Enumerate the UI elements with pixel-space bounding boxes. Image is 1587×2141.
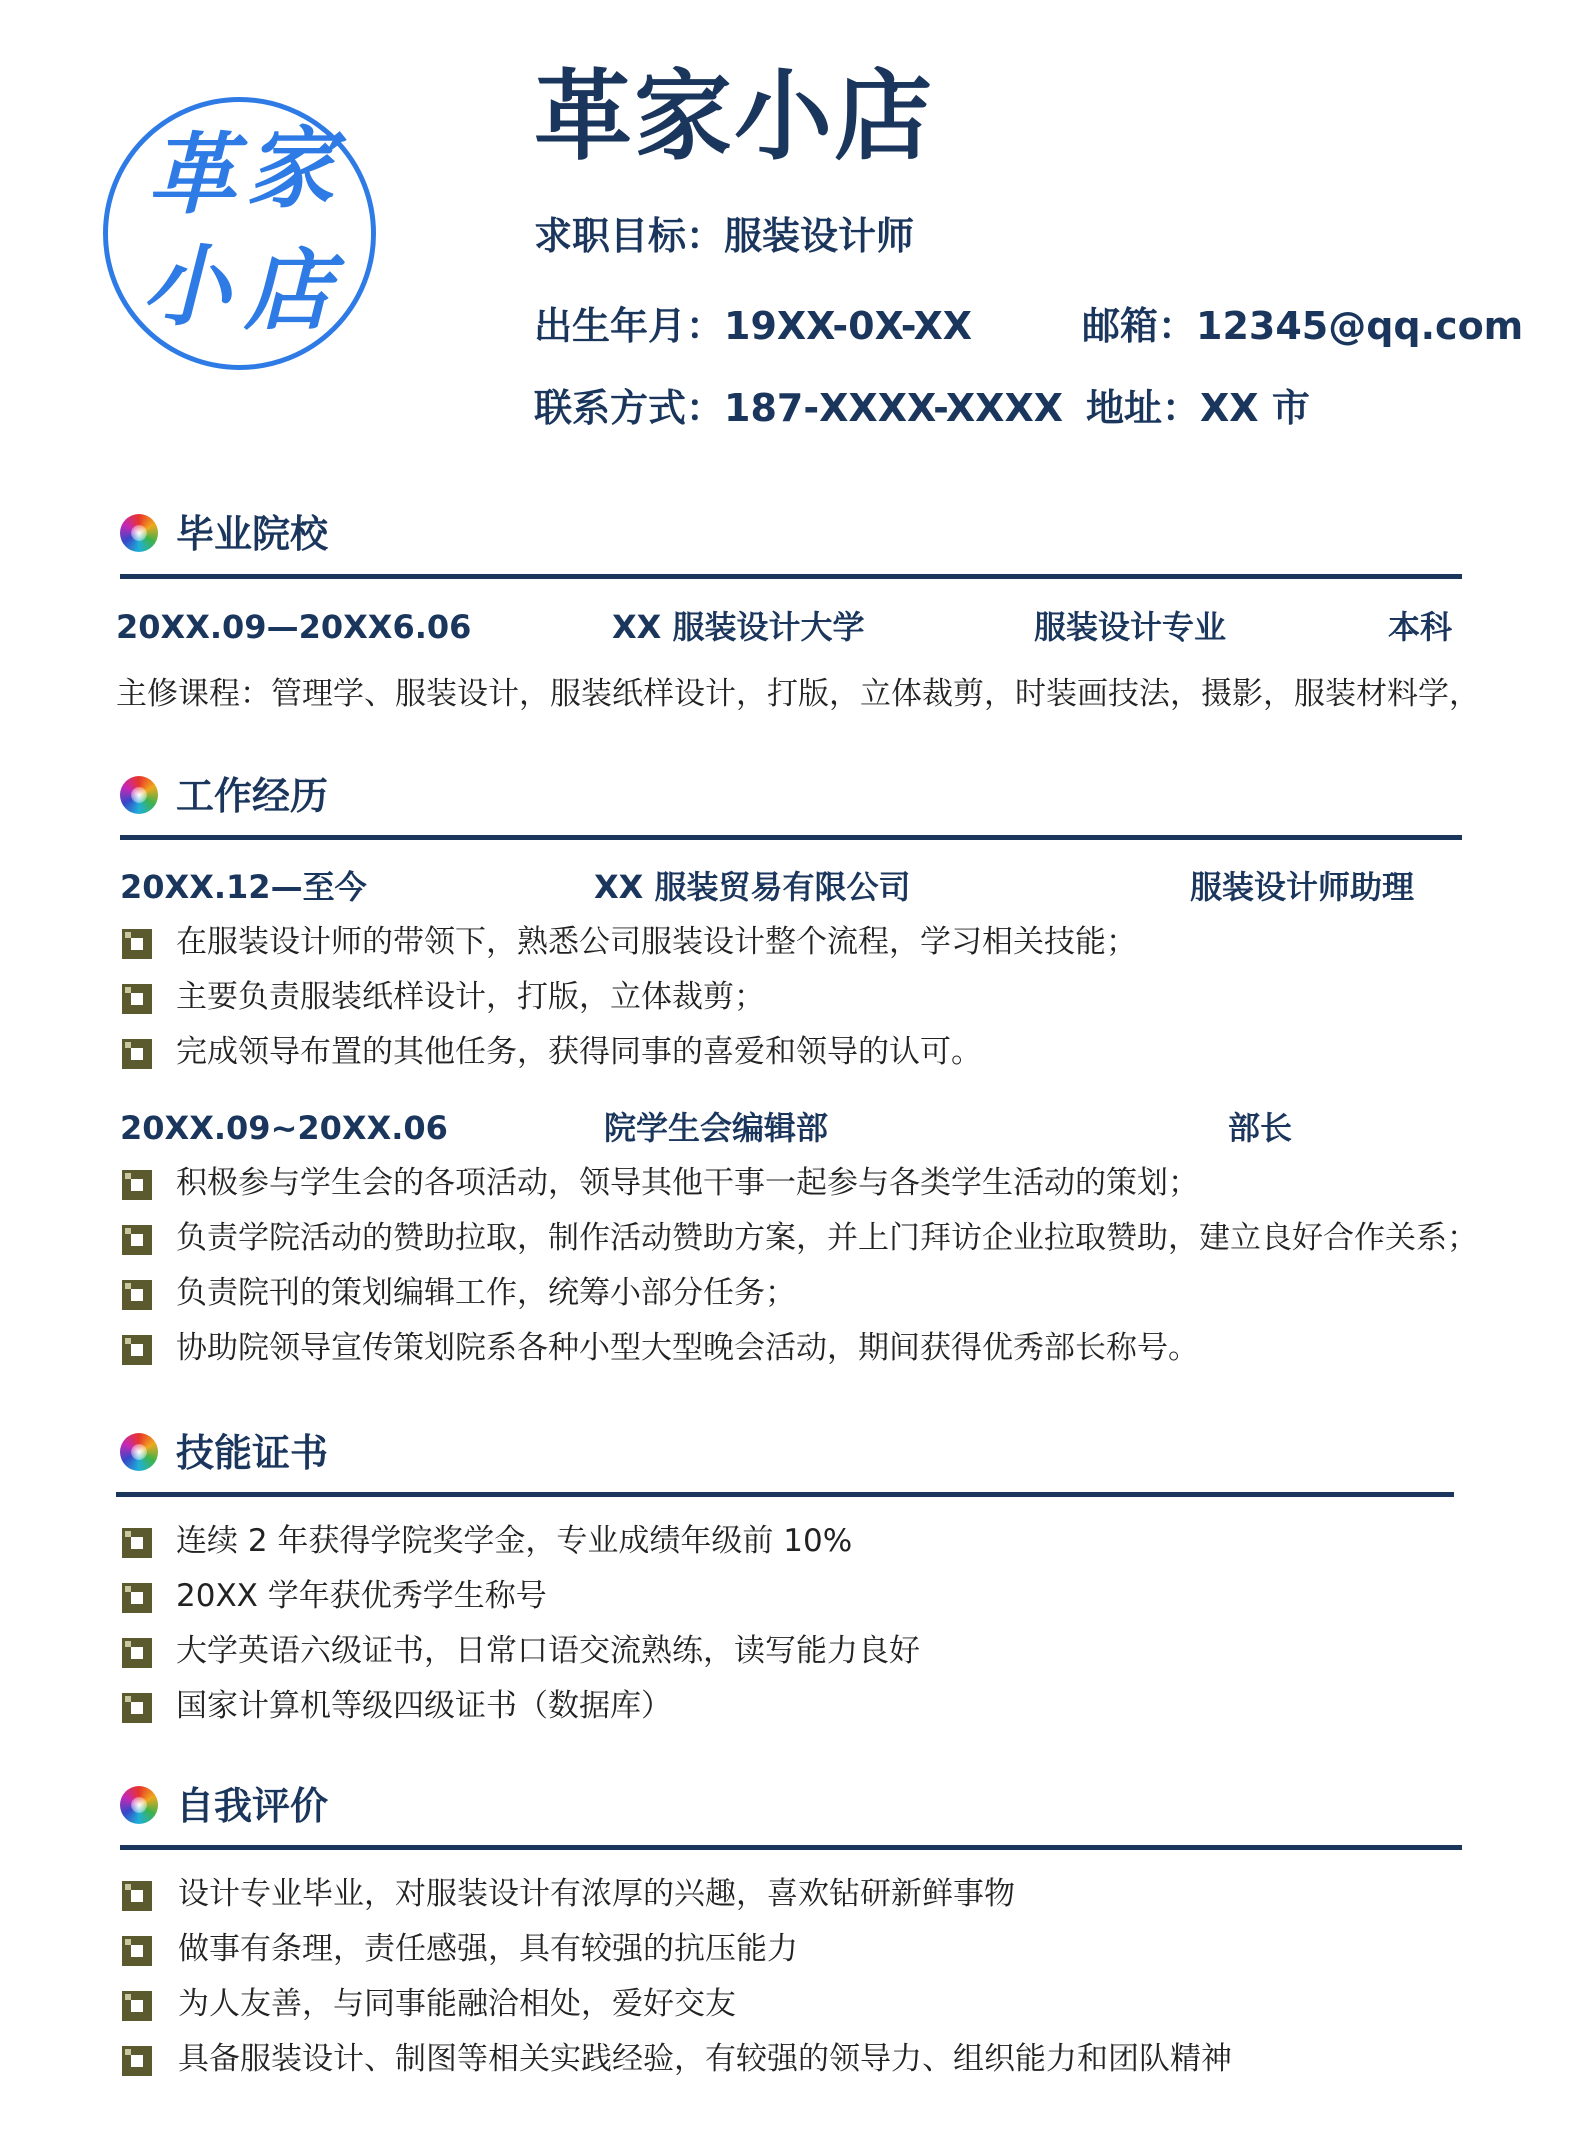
logo-char: 革 — [148, 122, 237, 226]
list-item: 做事有条理，责任感强，具有较强的抗压能力 — [178, 1931, 798, 1967]
section-divider — [120, 574, 1462, 579]
job-objective: 求职目标：服装设计师 — [534, 214, 915, 258]
list-bullet-icon — [122, 1335, 152, 1365]
education-school: XX 服装设计大学 — [612, 608, 865, 646]
list-bullet-icon — [122, 1528, 152, 1558]
section-bullet-icon — [120, 1786, 158, 1824]
logo-char: 家 — [246, 116, 335, 220]
section-title-self: 自我评价 — [176, 1784, 329, 1828]
list-bullet-icon — [122, 1991, 152, 2021]
list-item: 具备服装设计、制图等相关实践经验，有较强的领导力、组织能力和团队精神 — [178, 2041, 1232, 2077]
education-period: 20XX.09—20XX6.06 — [116, 608, 472, 646]
list-bullet-icon — [122, 1693, 152, 1723]
list-bullet-icon — [122, 1039, 152, 1069]
logo-seal — [103, 97, 376, 370]
list-item: 连续 2 年获得学院奖学金，专业成绩年级前 10% — [176, 1523, 853, 1559]
list-bullet-icon — [122, 1638, 152, 1668]
education-major: 服装设计专业 — [1034, 608, 1227, 646]
job-role: 部长 — [1228, 1109, 1293, 1147]
list-item: 为人友善，与同事能融洽相处，爱好交友 — [178, 1986, 736, 2022]
education-degree: 本科 — [1388, 608, 1453, 646]
list-bullet-icon — [122, 1881, 152, 1911]
list-bullet-icon — [122, 929, 152, 959]
resume-name: 革家小店 — [534, 60, 935, 174]
section-title-work: 工作经历 — [176, 774, 329, 818]
list-bullet-icon — [122, 2046, 152, 2076]
list-bullet-icon — [122, 1936, 152, 1966]
job-org: XX 服装贸易有限公司 — [594, 868, 911, 906]
list-item: 设计专业毕业，对服装设计有浓厚的兴趣，喜欢钻研新鲜事物 — [178, 1876, 1015, 1912]
logo-char: 小 — [142, 234, 231, 338]
list-bullet-icon — [122, 1583, 152, 1613]
job-period: 20XX.12—至今 — [120, 868, 367, 906]
list-item: 完成领导布置的其他任务，获得同事的喜爱和领导的认可。 — [176, 1034, 982, 1070]
section-divider — [116, 1492, 1454, 1497]
list-item: 负责院刊的策划编辑工作，统筹小部分任务； — [176, 1275, 796, 1311]
email: 邮箱：12345@qq.com — [1082, 304, 1524, 348]
job-period: 20XX.09~20XX.06 — [120, 1109, 448, 1147]
list-bullet-icon — [122, 1280, 152, 1310]
list-item: 20XX 学年获优秀学生称号 — [176, 1578, 547, 1614]
section-bullet-icon — [120, 514, 158, 552]
section-title-skills: 技能证书 — [176, 1431, 329, 1475]
list-item: 主要负责服装纸样设计，打版，立体裁剪； — [176, 979, 765, 1015]
section-bullet-icon — [120, 1433, 158, 1471]
list-item: 负责学院活动的赞助拉取，制作活动赞助方案，并上门拜访企业拉取赞助，建立良好合作关系； — [176, 1220, 1478, 1256]
list-bullet-icon — [122, 1170, 152, 1200]
list-item: 积极参与学生会的各项活动，领导其他干事一起参与各类学生活动的策划； — [176, 1165, 1199, 1201]
section-bullet-icon — [120, 776, 158, 814]
education-courses: 主修课程：管理学、服装设计，服装纸样设计，打版，立体裁剪，时装画技法，摄影，服装材料学， — [116, 676, 1480, 712]
job-org: 院学生会编辑部 — [604, 1109, 829, 1147]
list-bullet-icon — [122, 984, 152, 1014]
list-item: 在服装设计师的带领下，熟悉公司服装设计整个流程，学习相关技能； — [176, 924, 1137, 960]
logo-char: 店 — [244, 238, 333, 342]
list-item: 协助院领导宣传策划院系各种小型大型晚会活动，期间获得优秀部长称号。 — [176, 1330, 1199, 1366]
list-item: 大学英语六级证书，日常口语交流熟练，读写能力良好 — [176, 1633, 920, 1669]
section-divider — [120, 1845, 1462, 1850]
address: 地址：XX 市 — [1086, 386, 1310, 430]
list-item: 国家计算机等级四级证书（数据库） — [176, 1688, 672, 1724]
phone: 联系方式：187-XXXX-XXXX — [534, 386, 1064, 430]
list-bullet-icon — [122, 1225, 152, 1255]
section-title-education: 毕业院校 — [176, 512, 329, 556]
birth-date: 出生年月：19XX-0X-XX — [534, 304, 973, 348]
job-role: 服装设计师助理 — [1190, 868, 1415, 906]
section-divider — [120, 835, 1462, 840]
